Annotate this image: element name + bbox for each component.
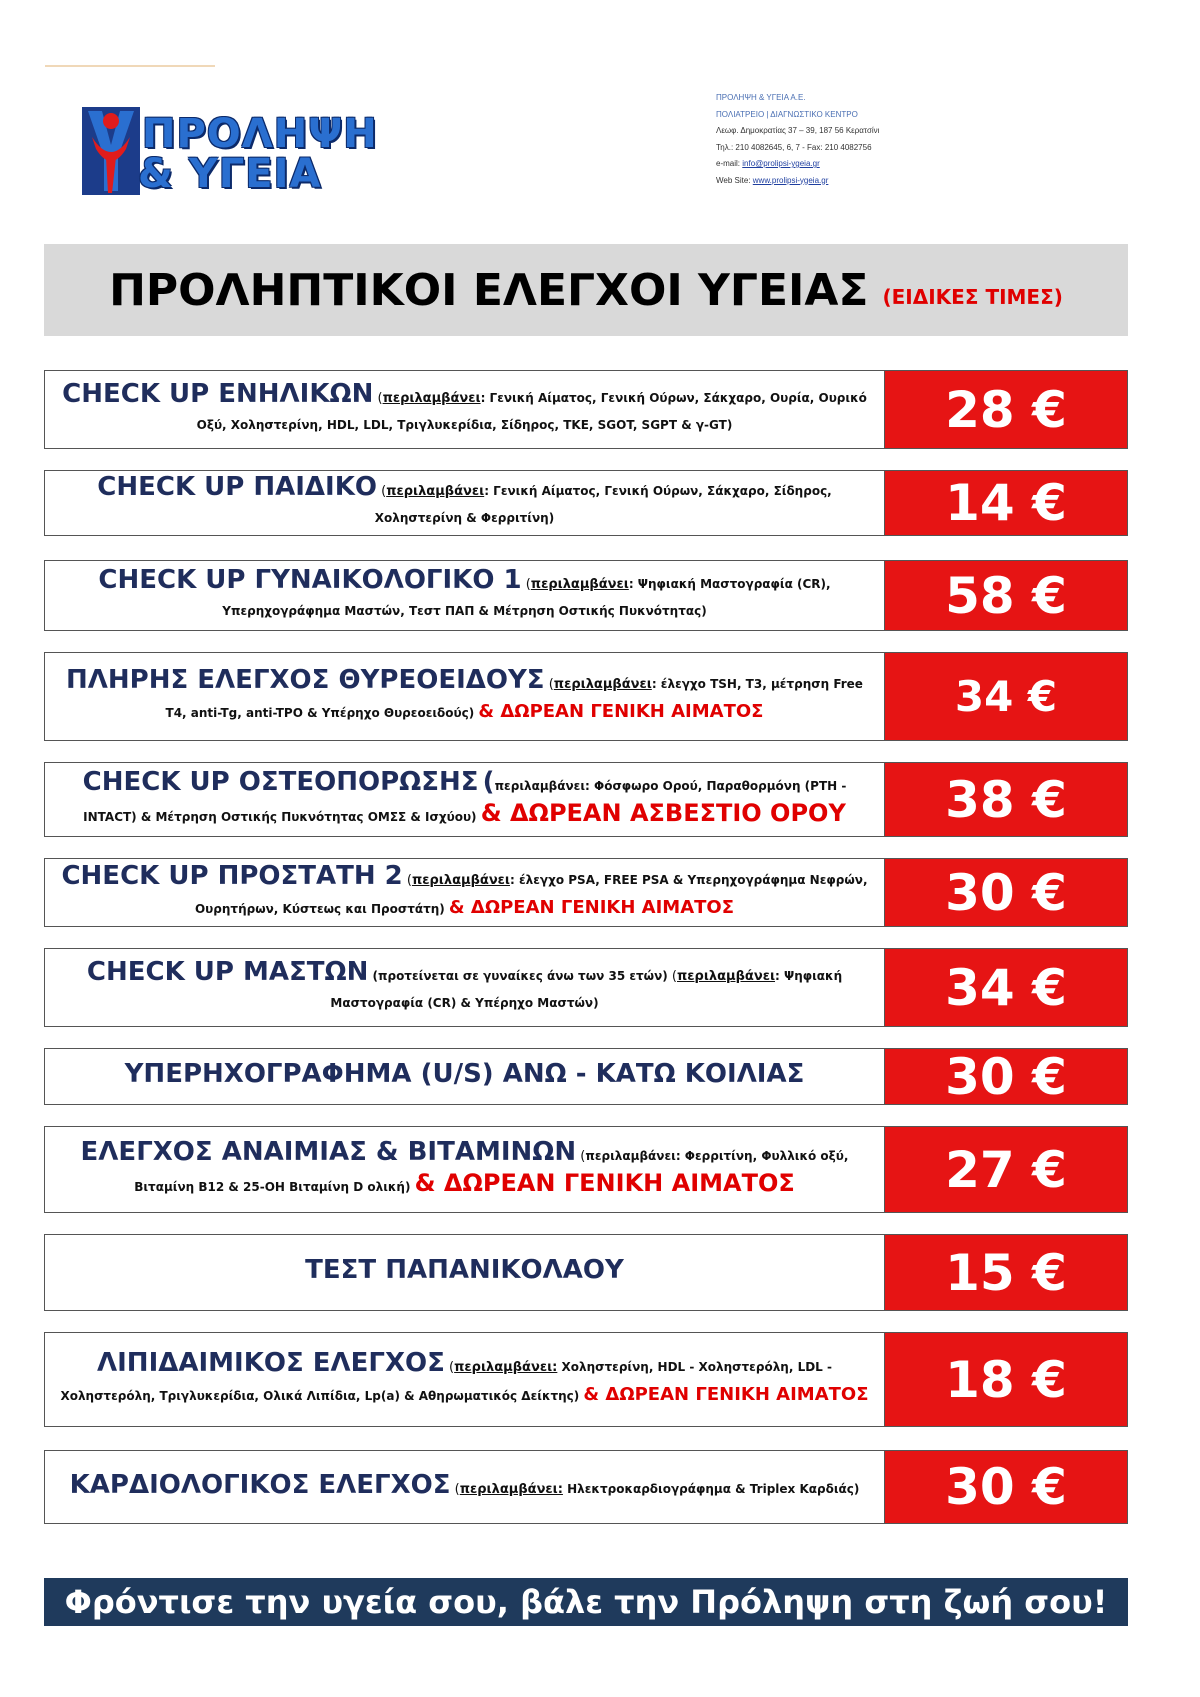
contact-type: ΠΟΛΙΑΤΡΕΙΟ | ΔΙΑΓΝΩΣΤΙΚΟ ΚΕΝΤΡΟ xyxy=(716,109,858,119)
paren: ( xyxy=(449,1359,455,1375)
paren: ( xyxy=(482,766,495,797)
paren: ( xyxy=(381,484,387,499)
contact-web-line xyxy=(716,173,896,190)
test-details: : Ψηφιακή Μαστογραφία (CR), Υπερηχογράφημα Μαστών, Τεστ ΠΑΠ & Μέτρηση Οστικής Πυκνότητας) xyxy=(222,576,831,618)
price-cell: 18 € xyxy=(885,1333,1127,1426)
test-details: Ηλεκτροκαρδιογράφημα & Triplex Καρδιάς) xyxy=(562,1481,860,1496)
price-row xyxy=(44,762,1128,837)
includes-label: περιλαμβάνει xyxy=(530,576,629,592)
paren: ( xyxy=(377,390,383,406)
includes-label: περιλαμβάνει: xyxy=(459,1481,563,1497)
test-name: ΕΛΕΓΧΟΣ ΑΝΑΙΜΙΑΣ & ΒΙΤΑΜΙΝΩΝ xyxy=(80,1136,577,1167)
price-cell: 28 € xyxy=(885,371,1127,448)
price-row xyxy=(44,652,1128,741)
test-name: CHECK UP ΜΑΣΤΩΝ xyxy=(86,956,369,987)
test-name: CHECK UP ΟΣΤΕΟΠΟΡΩΣΗΣ xyxy=(82,766,479,797)
price-row xyxy=(44,1126,1128,1213)
logo-line-1: ΠΡΟΛΗΨΗ xyxy=(142,111,378,157)
price-cell: 30 € xyxy=(885,1049,1127,1104)
test-name: CHECK UP ΓΥΝΑΙΚΟΛΟΓΙΚΟ 1 xyxy=(98,564,522,595)
test-details: : έλεγχο PSA, FREE PSA & Υπερηχογράφημα Νεφρών, Ουρητήρων, Κύστεως και Προστάτη) xyxy=(194,872,868,916)
email-link[interactable]: info@prolipsi-ygeia.gr xyxy=(742,159,820,168)
row-description xyxy=(45,1235,885,1310)
price-row xyxy=(44,1450,1128,1524)
price-cell: 30 € xyxy=(885,1451,1127,1523)
row-description xyxy=(45,1333,885,1426)
paren: ( xyxy=(671,968,677,984)
includes-label: περιλαμβάνει xyxy=(553,676,652,692)
price-row xyxy=(44,858,1128,927)
price-row xyxy=(44,370,1128,449)
test-details: περιλαμβάνει: Φερριτίνη, Φυλλικό οξύ, Βιταμίνη Β12 & 25-ΟΗ Βιταμίνη D ολική) xyxy=(134,1148,849,1194)
test-details: : έλεγχο TSH, T3, μέτρηση Free T4, anti-Tg, anti-TPO & Υπέρηχο Θυρεοειδούς) xyxy=(165,676,863,720)
test-name: ΠΛΗΡΗΣ ΕΛΕΓΧΟΣ ΘΥΡΕΟΕΙΔΟΥΣ xyxy=(66,664,545,695)
test-details: περιλαμβάνει: Φόσφωρο Ορού, Παραθορμόνη (PTH - INTACT) & Μέτρηση Οστικής Πυκνότητας ΟΜΣΣ & Ισχύου) xyxy=(83,778,847,824)
price-cell: 38 € xyxy=(885,763,1127,836)
price-cell: 27 € xyxy=(885,1127,1127,1212)
person-logo-icon xyxy=(82,107,140,195)
price-row xyxy=(44,1332,1128,1427)
row-description xyxy=(45,1127,885,1212)
price-cell: 58 € xyxy=(885,561,1127,630)
paren: ( xyxy=(525,576,531,592)
row-description xyxy=(45,949,885,1026)
paren: ( xyxy=(406,872,412,888)
test-details: : Ψηφιακή Μαστογραφία (CR) & Υπέρηχο Μαστών) xyxy=(330,968,843,1010)
contact-phone: Τηλ.: 210 4082645, 6, 7 - Fax: 210 4082756 xyxy=(716,142,872,152)
contact-email-line xyxy=(716,156,896,173)
price-row xyxy=(44,1048,1128,1105)
test-details: : Γενική Αίματος, Γενική Ούρων, Σάκχαρο, Σίδηρος, Χοληστερίνη & Φερριτίνη) xyxy=(374,484,832,525)
price-cell: 34 € xyxy=(885,949,1127,1026)
test-note: (προτείνεται σε γυναίκες άνω των 35 ετών) xyxy=(372,968,668,983)
test-details: Χοληστερίνη, HDL - Χοληστερόλη, LDL - Χοληστερόλη, Τριγλυκερίδια, Ολικά Λιπίδια, Lp(a) & Αθηρωματικός Δείκτης) xyxy=(60,1359,832,1403)
row-description xyxy=(45,653,885,740)
test-name: CHECK UP ΕΝΗΛΙΚΩΝ xyxy=(62,378,374,409)
test-name: CHECK UP ΠΑΙΔΙΚΟ xyxy=(97,472,377,502)
free-offer: & ΔΩΡΕΑΝ ΓΕΝΙΚΗ ΑΙΜΑΤΟΣ xyxy=(478,700,764,722)
includes-label: περιλαμβάνει xyxy=(382,390,481,406)
paren: ( xyxy=(548,676,554,692)
price-cell: 30 € xyxy=(885,859,1127,926)
top-divider xyxy=(45,65,215,67)
includes-label: περιλαμβάνει xyxy=(411,872,510,888)
price-cell: 15 € xyxy=(885,1235,1127,1310)
price-cell: 14 € xyxy=(885,471,1127,535)
free-offer: & ΔΩΡΕΑΝ ΑΣΒΕΣΤΙΟ ΟΡΟΥ xyxy=(480,798,846,827)
row-description xyxy=(45,859,885,926)
price-row xyxy=(44,560,1128,631)
contact-block xyxy=(716,90,896,189)
price-cell: 34 € xyxy=(885,653,1127,740)
row-description xyxy=(45,1451,885,1523)
contact-company: ΠΡΟΛΗΨΗ & ΥΓΕΙΑ Α.Ε. xyxy=(716,93,806,102)
free-offer: & ΔΩΡΕΑΝ ΓΕΝΙΚΗ ΑΙΜΑΤΟΣ xyxy=(414,1168,795,1197)
company-logo xyxy=(82,107,378,197)
contact-address: Λεωφ. Δημοκρατίας 37 – 39, 187 56 Κερατσίνι xyxy=(716,126,880,135)
paren: ( xyxy=(580,1148,586,1164)
test-name: ΚΑΡΔΙΟΛΟΓΙΚΟΣ ΕΛΕΓΧΟΣ xyxy=(69,1469,451,1500)
price-row xyxy=(44,1234,1128,1311)
price-row xyxy=(44,948,1128,1027)
free-offer: & ΔΩΡΕΑΝ ΓΕΝΙΚΗ ΑΙΜΑΤΟΣ xyxy=(583,1383,869,1405)
website-link[interactable]: www.prolipsi-ygeia.gr xyxy=(752,175,829,185)
test-name: ΥΠΕΡΗΧΟΓΡΑΦΗΜΑ (U/S) ΑΝΩ - ΚΑΤΩ ΚΟΙΛΙΑΣ xyxy=(124,1059,805,1089)
title-banner xyxy=(44,244,1128,336)
row-description xyxy=(45,471,885,535)
email-label: e-mail: xyxy=(716,159,741,168)
page-title: ΠΡΟΛΗΠΤΙΚΟΙ ΕΛΕΓΧΟΙ ΥΓΕΙΑΣ xyxy=(109,264,869,316)
row-description xyxy=(45,763,885,836)
web-label: Web Site: xyxy=(716,175,751,185)
free-offer: & ΔΩΡΕΑΝ ΓΕΝΙΚΗ ΑΙΜΑΤΟΣ xyxy=(448,896,735,918)
includes-label: περιλαμβάνει: xyxy=(454,1359,558,1375)
test-details: : Γενική Αίματος, Γενική Ούρων, Σάκχαρο, Ουρία, Ουρικό Οξύ, Χοληστερίνη, HDL, LDL, Τριγλυκερίδια, Σίδηρος, TKE, SGOT, SGPT & γ-GT) xyxy=(196,390,867,432)
price-row xyxy=(44,470,1128,536)
logo-line-2: & ΥΓΕΙΑ xyxy=(138,151,322,197)
row-description xyxy=(45,1049,885,1104)
includes-label: περιλαμβάνει xyxy=(386,484,485,499)
row-description xyxy=(45,371,885,448)
test-name: ΤΕΣΤ ΠΑΠΑΝΙΚΟΛΑΟΥ xyxy=(305,1255,624,1285)
page-subtitle: (ΕΙΔΙΚΕΣ ΤΙΜΕΣ) xyxy=(882,285,1063,309)
test-name: CHECK UP ΠΡΟΣΤΑΤΗ 2 xyxy=(61,860,403,891)
row-description xyxy=(45,561,885,630)
paren: ( xyxy=(454,1481,460,1497)
includes-label: περιλαμβάνει xyxy=(677,968,776,984)
test-name: ΛΙΠΙΔΑΙΜΙΚΟΣ ΕΛΕΓΧΟΣ xyxy=(97,1347,445,1378)
slogan-banner: Φρόντισε την υγεία σου, βάλε την Πρόληψη στη ζωή σου! xyxy=(44,1578,1128,1626)
